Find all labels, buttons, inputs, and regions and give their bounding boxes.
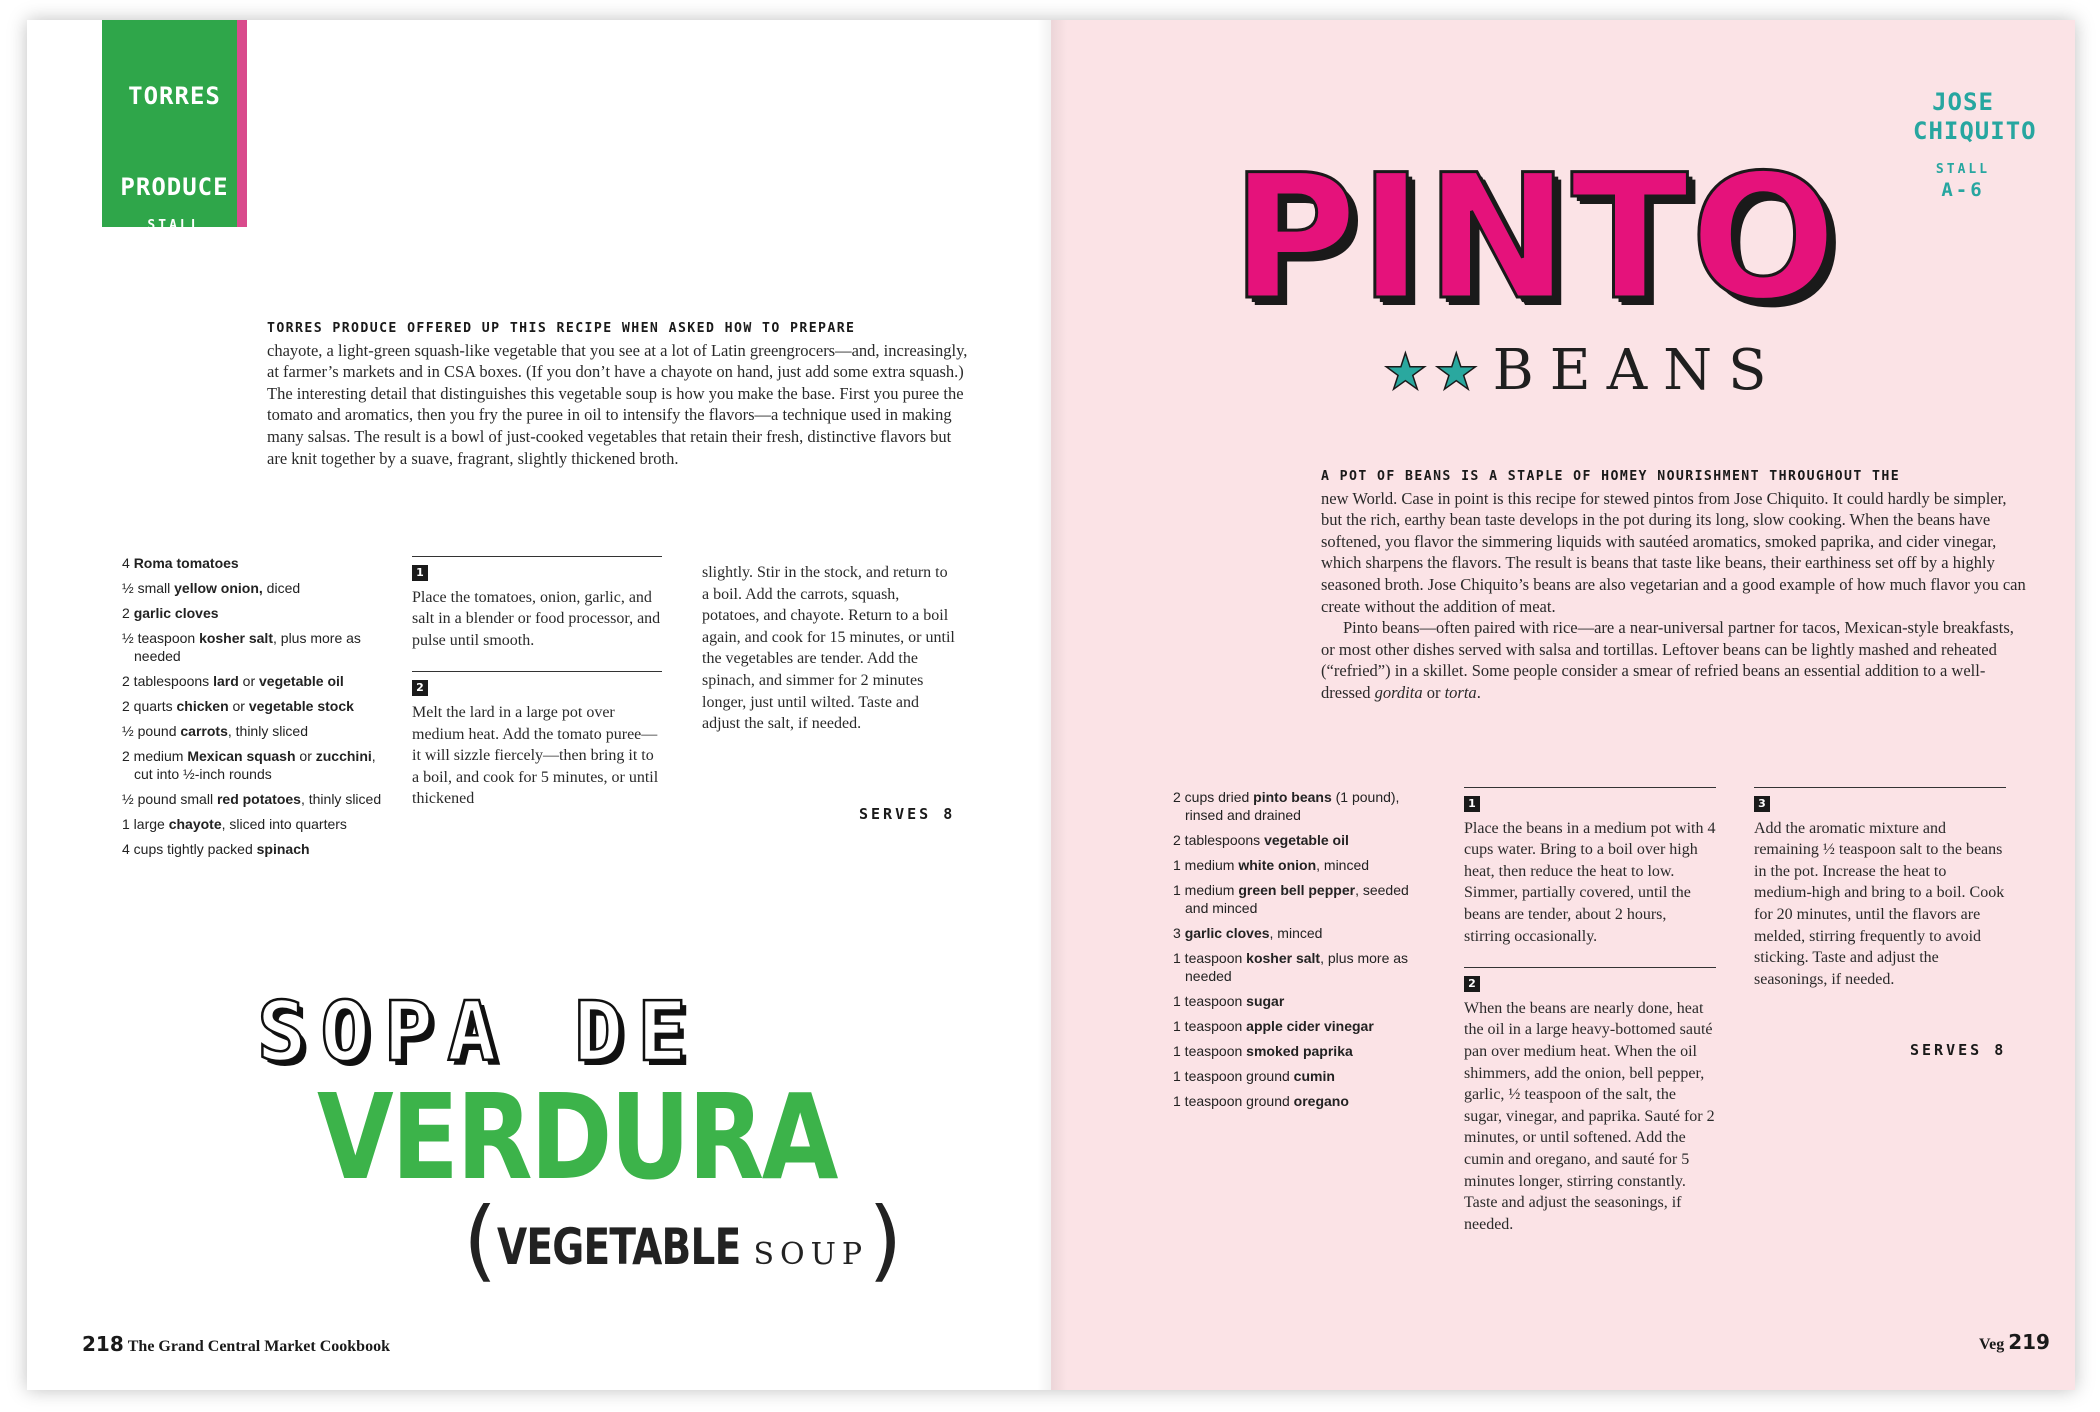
method-column-1 [1464, 787, 1716, 1255]
ingredient-item: ½ small yellow onion, diced [122, 580, 301, 596]
method-step [412, 556, 662, 651]
close-parenthesis: ) [868, 1188, 903, 1291]
intro-body: chayote, a light-green squash-like vegetable that you see at a lot of Latin greengrocers—and, increasingly, at farmer’s markets and in CSA boxes. (If you don’t have a chayote on hand, just add some extra squash.) The interesting detail that distinguishes this vegetable soup is how you make the base. First you puree the tomato and aromatics, then you fry the puree in oil to intensify the flavors—a technique used in making many salsas. The result is a bowl of just-cooked vegetables that retain their fresh, distinctive flavors but are knit together by a suave, fragrant, slightly thickened broth. [267, 340, 968, 468]
method-step [1464, 967, 1716, 1235]
ingredient-item: 1 teaspoon sugar [1173, 993, 1285, 1009]
step-number: 1 [1464, 796, 1480, 812]
method-column-2 [702, 562, 957, 735]
ingredient-item: 1 large chayote, sliced into quarters [122, 816, 347, 832]
left-page [27, 20, 1051, 1390]
intro-paragraph [267, 316, 971, 469]
step-number: 3 [1754, 796, 1770, 812]
title-soup: SOUP [753, 1237, 869, 1272]
method-column-1 [412, 556, 662, 830]
right-folio [1979, 1330, 2050, 1354]
ingredient-item: 1 teaspoon apple cider vinegar [1173, 1018, 1374, 1034]
method-step [412, 671, 662, 810]
ingredient-item: 3 garlic cloves, minced [1173, 925, 1323, 941]
method-step [1464, 787, 1716, 947]
ingredient-item: 2 medium Mexican squash or zucchini, cut into ½-inch rounds [122, 748, 376, 782]
ingredient-list [1173, 788, 1435, 1117]
star-icon: ★ [1433, 343, 1479, 401]
intro-body: new World. Case in point is this recipe for stewed pintos from Jose Chiquito. It could hardly be simpler, but the rich, earthy bean taste develops in the pot during its long, slow cooking. When the beans have softened, you flavor the simmering liquids with sautéed aromatics, smoked paprika, and cider vinegar, which sharpens the flavors. The result is beans that taste like beans, their earthiness set off by a highly seasoned broth. Jose Chiquito’s beans are also vegetarian and a good example of how much flavor you can create without the addition of meat. [1321, 488, 2026, 616]
intro-lead: A POT OF BEANS IS A STAPLE OF HOMEY NOURISHMENT THROUGHOUT THE [1321, 469, 1901, 484]
title-pinto: PINTO [1231, 137, 1839, 338]
book-spread [27, 20, 2075, 1390]
ingredient-item: ½ teaspoon kosher salt, plus more as needed [122, 630, 361, 664]
step-text: When the beans are nearly done, heat the oil in a large heavy-bottomed sauté pan over medium heat. When the oil shimmers, add the onion, bell pepper, garlic, ½ teaspoon of the salt, the sugar, vinegar, and paprika. Sauté for 2 minutes, or until softened. Add the cumin and oregano, and sauté for 5 minutes longer, stirring constantly. Taste and adjust the seasonings, if needed. [1464, 999, 1715, 1233]
step-text: Melt the lard in a large pot over medium heat. Add the tomato puree—it will sizzle fiercely—then bring it to a boil, and cook for 5 minutes, or until thickened [412, 703, 659, 808]
intro-lead: TORRES PRODUCE OFFERED UP THIS RECIPE WHEN ASKED HOW TO PREPARE [267, 321, 856, 336]
ingredient-item: 2 cups dried pinto beans (1 pound), rinsed and drained [1173, 789, 1400, 823]
intro-body-2: Pinto beans—often paired with rice—are a near-universal partner for tacos, Mexican-style breakfasts, or most other dishes served with salsa and tortillas. Leftover beans can be lightly mashed and reheated (“refried”) in a skillet. Some people consider a smear of refried beans an essential addition to a well-dressed gordita or torta. [1321, 618, 2014, 702]
step-text: Place the beans in a medium pot with 4 cups water. Bring to a boil over high heat, then reduce the heat to low. Simmer, partially covered, until the beans are tender, about 2 hours, stirring occasionally. [1464, 819, 1716, 945]
intro-paragraph [1321, 464, 2029, 704]
step-text: Add the aromatic mixture and remaining ½ teaspoon salt to the beans in the pot. Increase the heat to medium-high and bring to a boil. Cook for 20 minutes, until the flavors are melded, stirring frequently to avoid sticking. Taste and adjust the seasonings, if needed. [1754, 819, 2005, 988]
stall-label: STALL [1935, 162, 1991, 177]
stall-tag-jose-chiquito [1913, 88, 2037, 201]
step-number: 2 [1464, 976, 1480, 992]
method-column-2 [1754, 787, 2006, 1010]
ingredient-item: ½ pound small red potatoes, thinly sliced [122, 791, 382, 807]
star-icon: ★ [1383, 343, 1428, 401]
stall-tag-torres-produce [102, 20, 247, 257]
title-verdura: VERDURA [317, 1068, 836, 1206]
title-beans-row [1383, 338, 1783, 403]
step-text: Place the tomatoes, onion, garlic, and salt in a blender or food processor, and pulse until smooth. [412, 588, 661, 649]
title-vegetable-soup [463, 1182, 903, 1291]
serves-label: SERVES 8 [859, 805, 956, 823]
page-number: 219 [2008, 1330, 2050, 1354]
ingredient-item: 2 tablespoons lard or vegetable oil [122, 673, 344, 689]
ingredient-item: ½ pound carrots, thinly sliced [122, 723, 309, 739]
ingredient-item: 1 medium green bell pepper, seeded and minced [1173, 882, 1409, 916]
ingredient-item: 4 Roma tomatoes [122, 555, 239, 571]
book-title: The Grand Central Market Cookbook [127, 1338, 390, 1355]
right-page [1051, 20, 2075, 1390]
stall-code: A-6 [1941, 179, 1985, 201]
stall-name-line2: PRODUCE [120, 173, 229, 201]
stall-name-line1: TORRES [128, 82, 221, 110]
ingredient-item: 2 garlic cloves [122, 605, 219, 621]
section-label: Veg [1979, 1336, 2005, 1353]
ingredient-item: 1 teaspoon smoked paprika [1173, 1043, 1353, 1059]
step-continuation: slightly. Stir in the stock, and return to a boil. Add the carrots, squash, potatoes, and chayote. Return to a boil again, and cook for 15 minutes, or until the vegetables are tender. Add the spinach, and simmer for 2 minutes longer, just until wilted. Taste and adjust the salt, if needed. [702, 564, 955, 733]
title-vegetable: VEGETABLE [497, 1218, 741, 1276]
ingredient-item: 2 tablespoons vegetable oil [1173, 832, 1349, 848]
left-folio [82, 1332, 390, 1356]
stall-name-line1: JOSE [1932, 88, 1994, 116]
step-number: 1 [412, 565, 428, 581]
ingredient-item: 1 teaspoon ground cumin [1173, 1068, 1335, 1084]
method-step [1754, 787, 2006, 990]
serves-label: SERVES 8 [1910, 1041, 2007, 1059]
ingredient-item: 1 medium white onion, minced [1173, 857, 1370, 873]
stall-label: STALL [147, 218, 202, 233]
stall-name-line2: CHIQUITO [1913, 117, 2037, 145]
step-number: 2 [412, 680, 428, 696]
ingredient-list [122, 554, 382, 865]
ingredient-item: 1 teaspoon ground oregano [1173, 1093, 1349, 1109]
title-beans: BEANS [1492, 338, 1783, 403]
ingredient-item: 2 quarts chicken or vegetable stock [122, 698, 354, 714]
ingredient-item: 1 teaspoon kosher salt, plus more as needed [1173, 950, 1409, 984]
title-sopa-de: SOPA DE [257, 985, 701, 1080]
ingredient-item: 4 cups tightly packed spinach [122, 841, 310, 857]
open-parenthesis: ( [463, 1188, 498, 1291]
stall-code: D-7 [152, 235, 197, 257]
page-number: 218 [82, 1332, 124, 1356]
